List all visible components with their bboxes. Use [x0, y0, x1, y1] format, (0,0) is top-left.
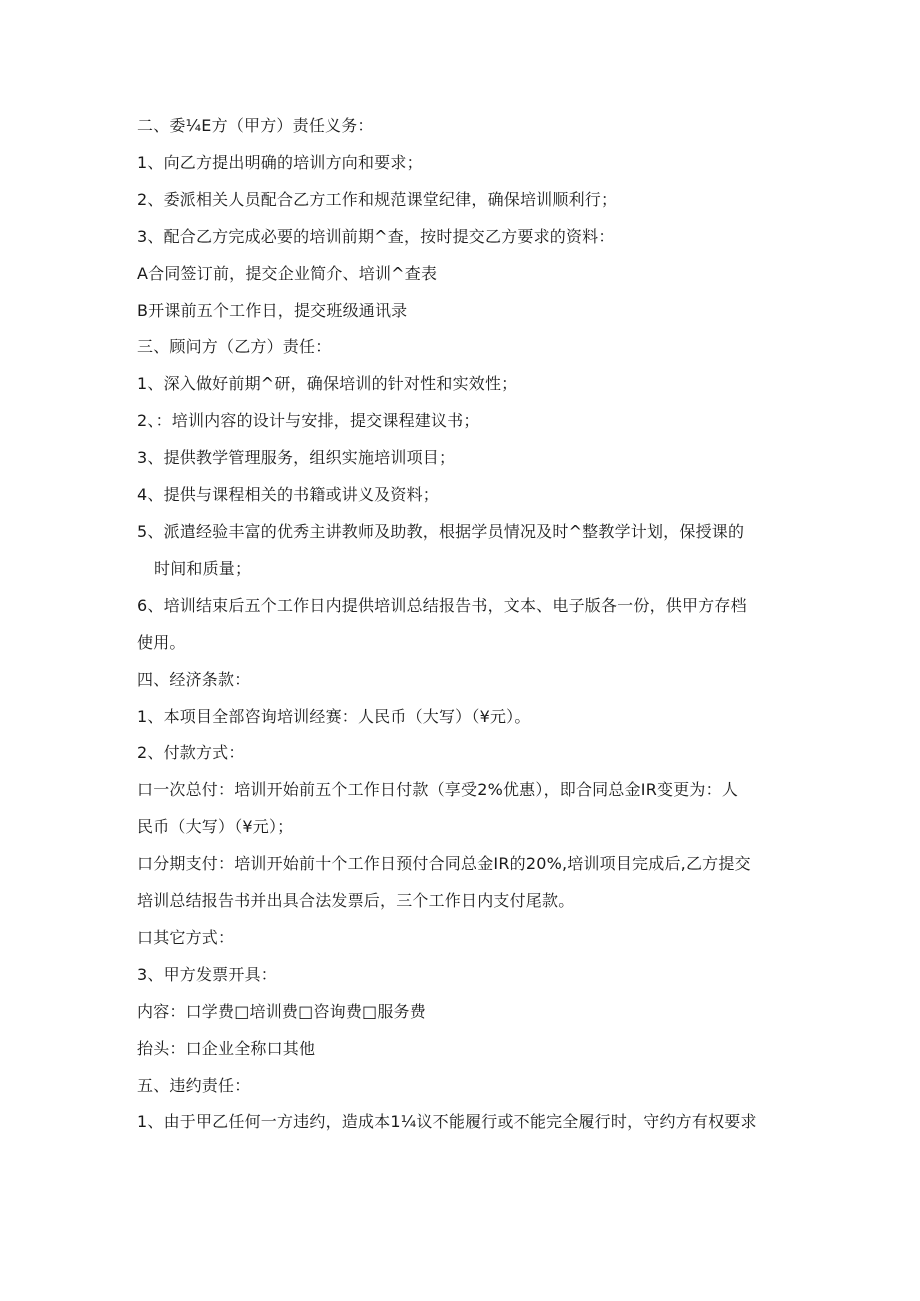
paragraph: A合同签订前，提交企业简介、培训^查表: [137, 263, 438, 283]
paragraph: 3、甲方发票开具：: [137, 964, 277, 984]
section-heading-consultant-duties: 三、顾问方（乙方）责任：: [137, 337, 332, 357]
paragraph: 抬头：口企业全称口其他: [137, 1038, 316, 1058]
paragraph: 6、培训结束后五个工作日内提供培训总结报告书，文本、电子版各一份，供甲方存档: [137, 595, 747, 615]
paragraph: 3、提供教学管理服务，组织实施培训项目；: [137, 448, 456, 468]
section-heading-economic-terms: 四、经济条款：: [137, 669, 251, 689]
paragraph: 1、深入做好前期^研，确保培训的针对性和实效性；: [137, 374, 518, 394]
paragraph: 2、付款方式：: [137, 743, 245, 763]
section-heading-liability: 五、违约责任：: [137, 1075, 251, 1095]
paragraph: 1、向乙方提出明确的培训方向和要求；: [137, 152, 423, 172]
paragraph-continuation: 使用。: [137, 632, 186, 652]
paragraph-continuation: 民币（大写）（¥元）；: [137, 817, 294, 837]
paragraph-continuation: 时间和质量；: [154, 558, 252, 578]
section-heading-client-duties: 二、委¼E方（甲方）责任义务：: [137, 116, 374, 135]
paragraph: 1、由于甲乙任何一方违约，造成本1¼议不能履行或不能完全履行时，守约方有权要求: [137, 1112, 757, 1132]
paragraph: 4、提供与课程相关的书籍或讲义及资料；: [137, 485, 439, 505]
paragraph-continuation: 培训总结报告书并出具合法发票后，三个工作日内支付尾款。: [137, 891, 575, 911]
paragraph: 内容：口学费□培训费□咨询费□服务费: [137, 1001, 426, 1021]
paragraph: 口一次总付：培训开始前五个工作日付款（享受2%优惠），即合同总金IR变更为：人: [137, 780, 739, 800]
paragraph: 5、派遣经验丰富的优秀主讲教师及助教，根据学员情况及时^整教学计划，保授课的: [137, 521, 745, 541]
paragraph: 3、配合乙方完成必要的培训前期^查，按时提交乙方要求的资料：: [137, 226, 615, 246]
document-body: [137, 108, 787, 1141]
paragraph: 2、：培训内容的设计与安排，提交课程建议书；: [137, 411, 480, 431]
paragraph: 口分期支付：培训开始前十个工作日预付合同总金IR的20%,培训项目完成后,乙方提交: [137, 854, 751, 874]
paragraph: 2、委派相关人员配合乙方工作和规范课堂纪律，确保培训顺利行；: [137, 189, 618, 209]
paragraph: 口其它方式：: [137, 927, 235, 947]
paragraph: B开课前五个工作日，提交班级通讯录: [137, 300, 408, 320]
paragraph: 1、本项目全部咨询培训经赛：人民币（大写）（¥元）。: [137, 706, 531, 726]
